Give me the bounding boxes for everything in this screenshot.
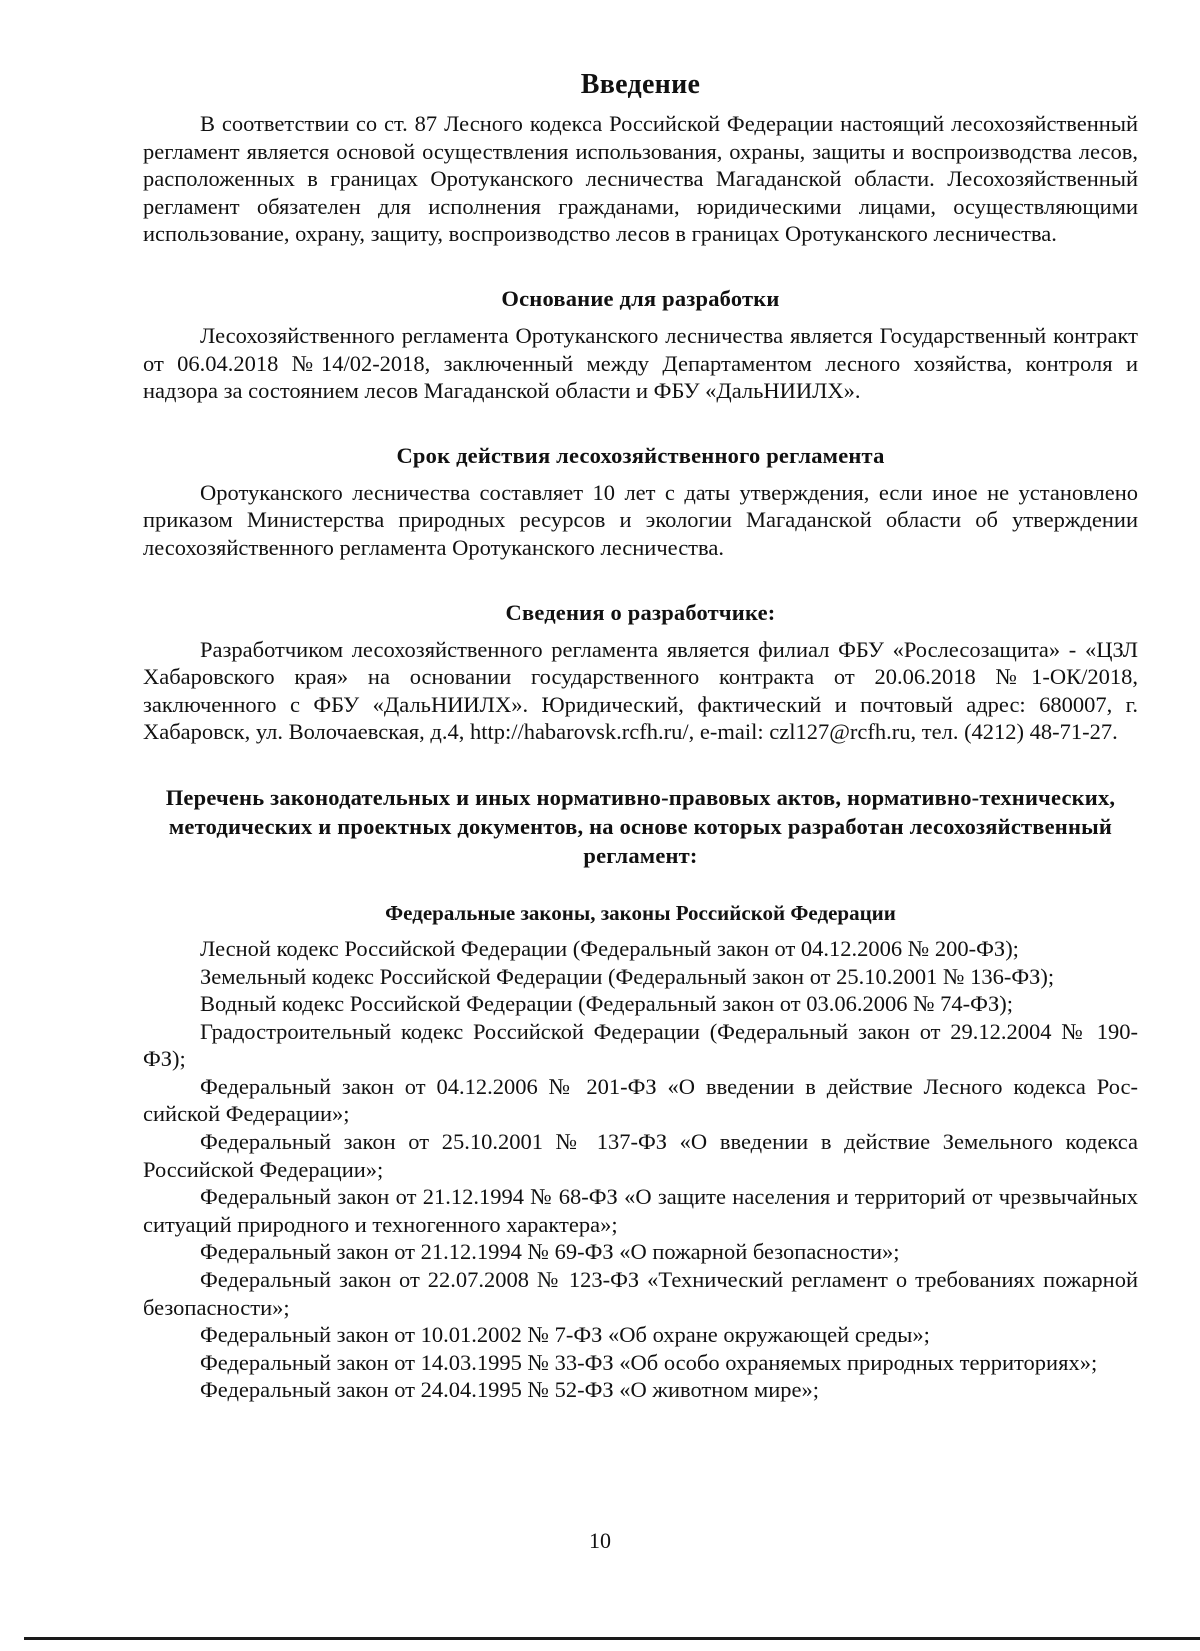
developer-paragraph: Разработчиком лесохозяйственного регламента является филиал ФБУ «Рослесозащита» - «ЦЗЛ Хабаровского края» на основании государственного контракта от 20.06.2018 №1-ОК/2018, заключенного с ФБУ «ДальНИИЛХ». Юридический, фактический и почтовый адрес: 680007, г. Хабаровск, ул. Волочаевская, д.4, http://habarovsk.rcfh.ru/, e-mail: czl127@rcfh.ru, тел. (4212) 48-71-27.	[143, 636, 1138, 745]
developer-heading: Сведения о разработчике:	[505, 599, 776, 625]
law-item: Водный кодекс Российской Федерации (Федеральный закон от 03.06.2006 № 74-ФЗ);	[200, 991, 1013, 1017]
page-number: 10	[589, 1528, 611, 1553]
intro-paragraph: В соответствии со ст. 87 Лесного кодекса Российской Федерации настоящий лесохозяйственный регламент является основой осуществления использования, охраны, защиты и воспроизводства лесов, расположенных в границах Оротуканского лесничества Магаданской области. Лесохозяйственный регламент обязателен для исполнения гражданами, юридическими лицами, осуществляющими использование, охрану, защиту, воспроизводство лесов в границах Оротуканского лесничества.	[143, 111, 1138, 247]
law-item: Федеральный закон от 10.01.2002 № 7-ФЗ «Об охране окружающей среды»;	[200, 1322, 930, 1348]
law-item: Федеральный закон от 04.12.2006 № 201-ФЗ «О введении в действие Лесного кодекса Российской Федерации»;	[143, 1073, 1138, 1127]
basis-heading: Основание для разработки	[501, 285, 780, 311]
law-item: Лесной кодекс Российской Федерации (Федеральный закон от 04.12.2006 № 200-ФЗ);	[200, 935, 1019, 961]
acts-subheading: Федеральные законы, законы Российской Федерации	[385, 900, 896, 925]
law-item: Федеральный закон от 24.04.1995 № 52-ФЗ «О животном мире»;	[200, 1377, 819, 1403]
law-item: Федеральный закон от 21.12.1994 № 68-ФЗ «О защите населения и территорий от чрезвычайных ситуаций природного и техногенного характера»;	[143, 1184, 1138, 1237]
acts-heading: Перечень законодательных и иных нормативно-правовых актов, нормативно-технических, методических и проектных документов, на основе которых разработан лесохозяйственный регламент:	[165, 784, 1116, 868]
law-item: Федеральный закон от 25.10.2001 № 137-ФЗ «О введении в действие Земельного кодекса Российской Федерации»;	[143, 1129, 1138, 1182]
law-item: Градостроительный кодекс Российской Федерации (Федеральный закон от 29.12.2004 № 190-ФЗ);	[143, 1018, 1138, 1072]
law-list	[143, 935, 1138, 1404]
term-paragraph: Оротуканского лесничества составляет 10 лет с даты утверждения, если иное не установлено приказом Министерства природных ресурсов и экологии Магаданской области об утверждении лесохозяйственного регламента Оротуканского лесничества.	[143, 479, 1138, 560]
law-item: Земельный кодекс Российской Федерации (Федеральный закон от 25.10.2001 № 136-ФЗ);	[200, 963, 1055, 989]
term-heading: Срок действия лесохозяйственного регламента	[396, 442, 885, 468]
page-content	[143, 68, 1138, 1404]
basis-paragraph: Лесохозяйственного регламента Оротуканского лесничества является Государственный контракт от 06.04.2018 №14/02-2018, заключенный между Департаментом лесного хозяйства, контроля и надзора за состоянием лесов Магаданской области и ФБУ «ДальНИИЛХ».	[143, 322, 1138, 404]
law-item: Федеральный закон от 22.07.2008 № 123-ФЗ «Технический регламент о требованиях пожарной безопасности»;	[143, 1267, 1138, 1320]
bottom-rule	[24, 1637, 1200, 1640]
law-item: Федеральный закон от 21.12.1994 № 69-ФЗ «О пожарной безопасности»;	[200, 1239, 900, 1265]
law-item: Федеральный закон от 14.03.1995 № 33-ФЗ «Об особо охраняемых природных территориях»;	[200, 1349, 1098, 1375]
intro-title: Введение	[580, 69, 701, 100]
